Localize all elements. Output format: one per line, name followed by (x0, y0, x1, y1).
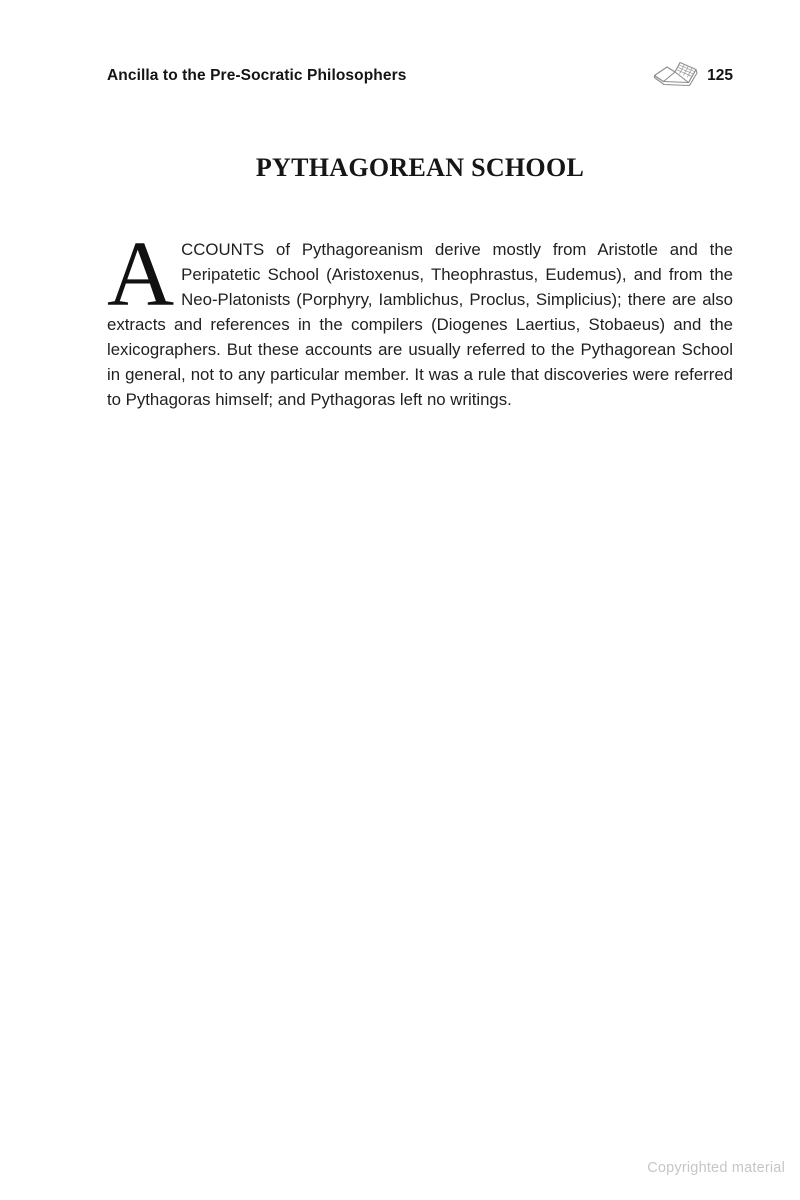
paragraph-text: CCOUNTS of Pythagoreanism derive mostly from Aristotle and the Peripatetic School (Aristoxenus, Theophrastus, Eudemus), and from the Neo-Platonists (Porphyry, Iamblichus, Proclus, Simplicius); there are also extracts and references in the compilers (Diogenes Laertius, Stobaeus) and the lexicographers. But these accounts are usually referred to the Pythagorean School in general, not to any particular member. It was a rule that discoveries were referred to Pythagoras himself; and Pythagoras left no writings. (107, 240, 733, 409)
drop-cap: A (107, 223, 175, 326)
page-header (107, 58, 733, 94)
open-book-icon (652, 60, 698, 93)
running-head: Ancilla to the Pre-Socratic Philosophers (107, 67, 407, 84)
body-paragraph (107, 223, 733, 412)
copyright-watermark: Copyrighted material (647, 1160, 785, 1176)
header-right-group (652, 60, 733, 93)
chapter-title: PYTHAGOREAN SCHOOL (255, 153, 585, 182)
page-number: 125 (707, 67, 733, 84)
